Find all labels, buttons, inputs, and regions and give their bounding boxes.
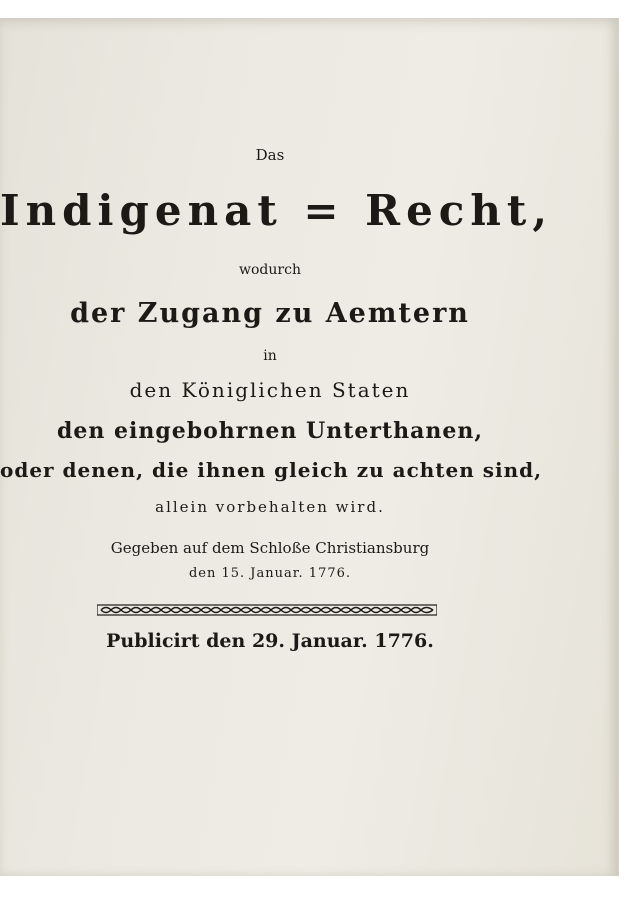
line-zugang: der Zugang zu Aemtern [70,298,470,329]
ornamental-rule [97,604,437,616]
line-wodurch: wodurch [239,262,301,278]
line-gegeben: Gegeben auf dem Schloße Christiansburg [110,539,430,557]
line-achten: oder denen, die ihnen gleich zu achten sind, [0,458,543,482]
document-page [0,18,619,876]
line-allein: allein vorbehalten wird. [155,498,385,516]
line-staten: den Königlichen Staten [129,378,411,402]
line-published-date: Publicirt den 29. Januar. 1776. [106,630,434,652]
document-title: Indigenat = Recht, [0,186,553,235]
line-unterthanen: den eingebohrnen Unterthanen, [56,418,484,444]
heading-das: Das [255,146,285,164]
line-in: in [263,348,277,364]
line-date-given: den 15. Januar. 1776. [188,566,352,581]
